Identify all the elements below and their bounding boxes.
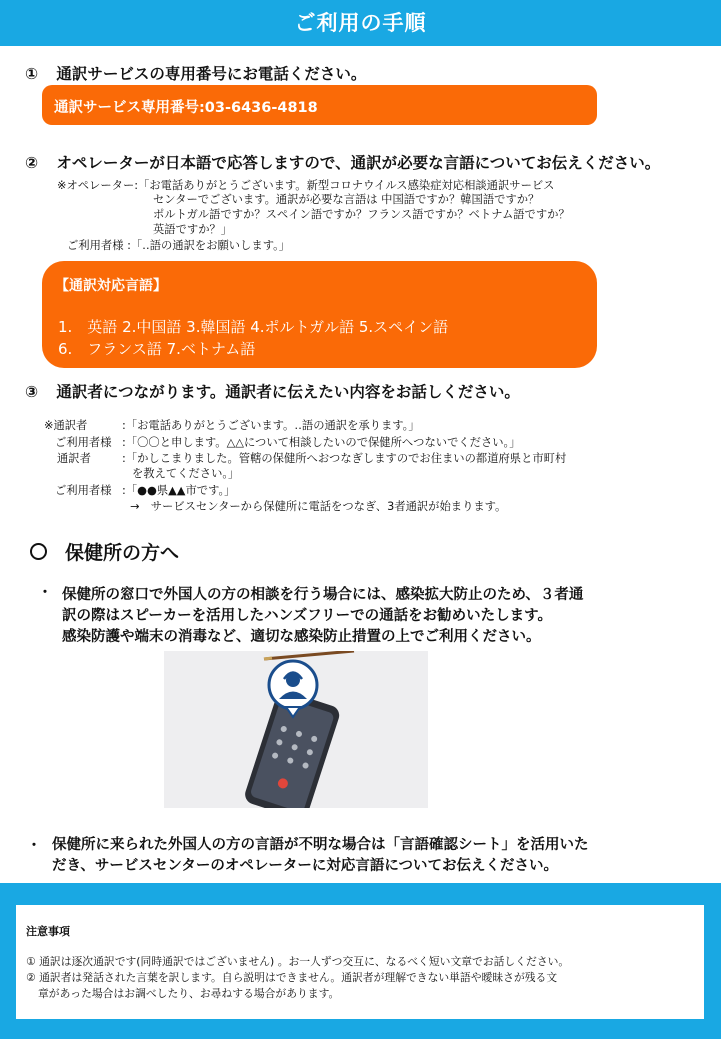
- operator-dialog-4: 英語ですか？」: [153, 223, 233, 236]
- step-2: [25, 151, 660, 173]
- bullet-1-line-1: 保健所の窓口で外国人の方の相談を行う場合には、感染拡大防止のため、３者通: [62, 587, 584, 603]
- step-3-text: 通訳者につながります。通訳者に伝えたい内容をお話しください。: [56, 383, 520, 401]
- step-1-text: 通訳サービスの専用番号にお電話ください。: [56, 65, 367, 83]
- section-title-text: 保健所の方へ: [65, 542, 180, 564]
- languages-line-1: 1. 英語 2.中国語 3.韓国語 4.ポルトガル語 5.スペイン語: [58, 318, 449, 336]
- step-1: [25, 62, 366, 84]
- user-speaker-1: ご利用者様: [55, 436, 112, 449]
- phone-illustration: [164, 651, 428, 808]
- notice-title: 注意事項: [26, 925, 70, 938]
- bullet-2-icon: ・: [27, 838, 41, 854]
- operator-dialog-3: ポルトガル語ですか？スペイン語ですか？フランス語ですか？ベトナム語ですか？: [153, 208, 570, 221]
- step-1-number: ①: [25, 65, 39, 83]
- step-3-number: ③: [25, 383, 39, 401]
- phone-number-label: 通訳サービス専用番号:03-6436-4818: [54, 100, 318, 116]
- interpreter-speaker-1: ※通訳者: [44, 419, 88, 432]
- languages-box: [42, 261, 597, 368]
- section-title: [30, 538, 179, 565]
- bullet-2-line-2: だき、サービスセンターのオペレーターに対応言語についてお伝えください。: [52, 858, 559, 874]
- phone-photo: [164, 651, 428, 808]
- interpreter-speaker-2: 通訳者: [57, 452, 91, 465]
- user-line-2: :「●●県▲▲市です。」: [122, 484, 236, 497]
- user-line-1: :「〇〇と申します。△△について相談したいので保健所へつないでください。」: [122, 436, 521, 449]
- languages-line-2: 6. フランス語 7.ベトナム語: [58, 340, 256, 358]
- circle-icon: [30, 543, 47, 560]
- operator-dialog-1: ※オペレーター:「お電話ありがとうございます。新型コロナウイルス感染症対応相談通訳サービス: [57, 179, 555, 192]
- connection-result: → サービスセンターから保健所に電話をつなぎ、3者通訳が始まります。: [130, 500, 507, 513]
- interpreter-line-2: :「かしこまりました。管轄の保健所へおつなぎしますのでお住まいの都道府県と市町村: [122, 452, 567, 465]
- page-title: ご利用の手順: [294, 11, 427, 35]
- user-speaker-2: ご利用者様: [55, 484, 112, 497]
- bullet-2-line-1: 保健所に来られた外国人の方の言語が不明な場合は「言語確認シート」を活用いた: [52, 837, 589, 853]
- step-2-number: ②: [25, 154, 39, 172]
- bullet-1-line-2: 訳の際はスピーカーを活用したハンズフリーでの通話をお勧めいたします。: [62, 608, 552, 624]
- bullet-1-icon: ・: [38, 585, 52, 601]
- interpreter-line-1: :「お電話ありがとうございます。‥語の通訳を承ります。」: [122, 419, 420, 432]
- notice-line-3: 章があった場合はお調べしたり、お尋ねする場合があります。: [38, 987, 340, 1000]
- user-dialog: ご利用者様 :「‥語の通訳をお願いします。」: [67, 239, 291, 252]
- step-2-text: オペレーターが日本語で応答しますので、通訳が必要な言語についてお伝えください。: [56, 154, 661, 172]
- notice-line-2: ② 通訳者は発話された言葉を訳します。自ら説明はできません。通訳者が理解できない単語や曖昧さが残る文: [26, 971, 558, 984]
- step-3: [25, 380, 520, 402]
- notice-line-1: ① 通訳は逐次通訳です(同時通訳ではございません) 。お一人ずつ交互に、なるべく短い文章でお話しください。: [26, 955, 570, 968]
- operator-dialog-2: センターでございます。通訳が必要な言語は 中国語ですか？韓国語ですか？: [153, 193, 540, 206]
- interpreter-line-2b: を教えてください。」: [132, 467, 240, 480]
- page-header: [0, 0, 721, 46]
- bullet-1-line-3: 感染防護や端末の消毒など、適切な感染防止措置の上でご利用ください。: [62, 629, 541, 645]
- notice-box: [16, 905, 704, 1019]
- languages-title: 【通訳対応言語】: [55, 278, 167, 294]
- phone-number-box: [42, 85, 597, 125]
